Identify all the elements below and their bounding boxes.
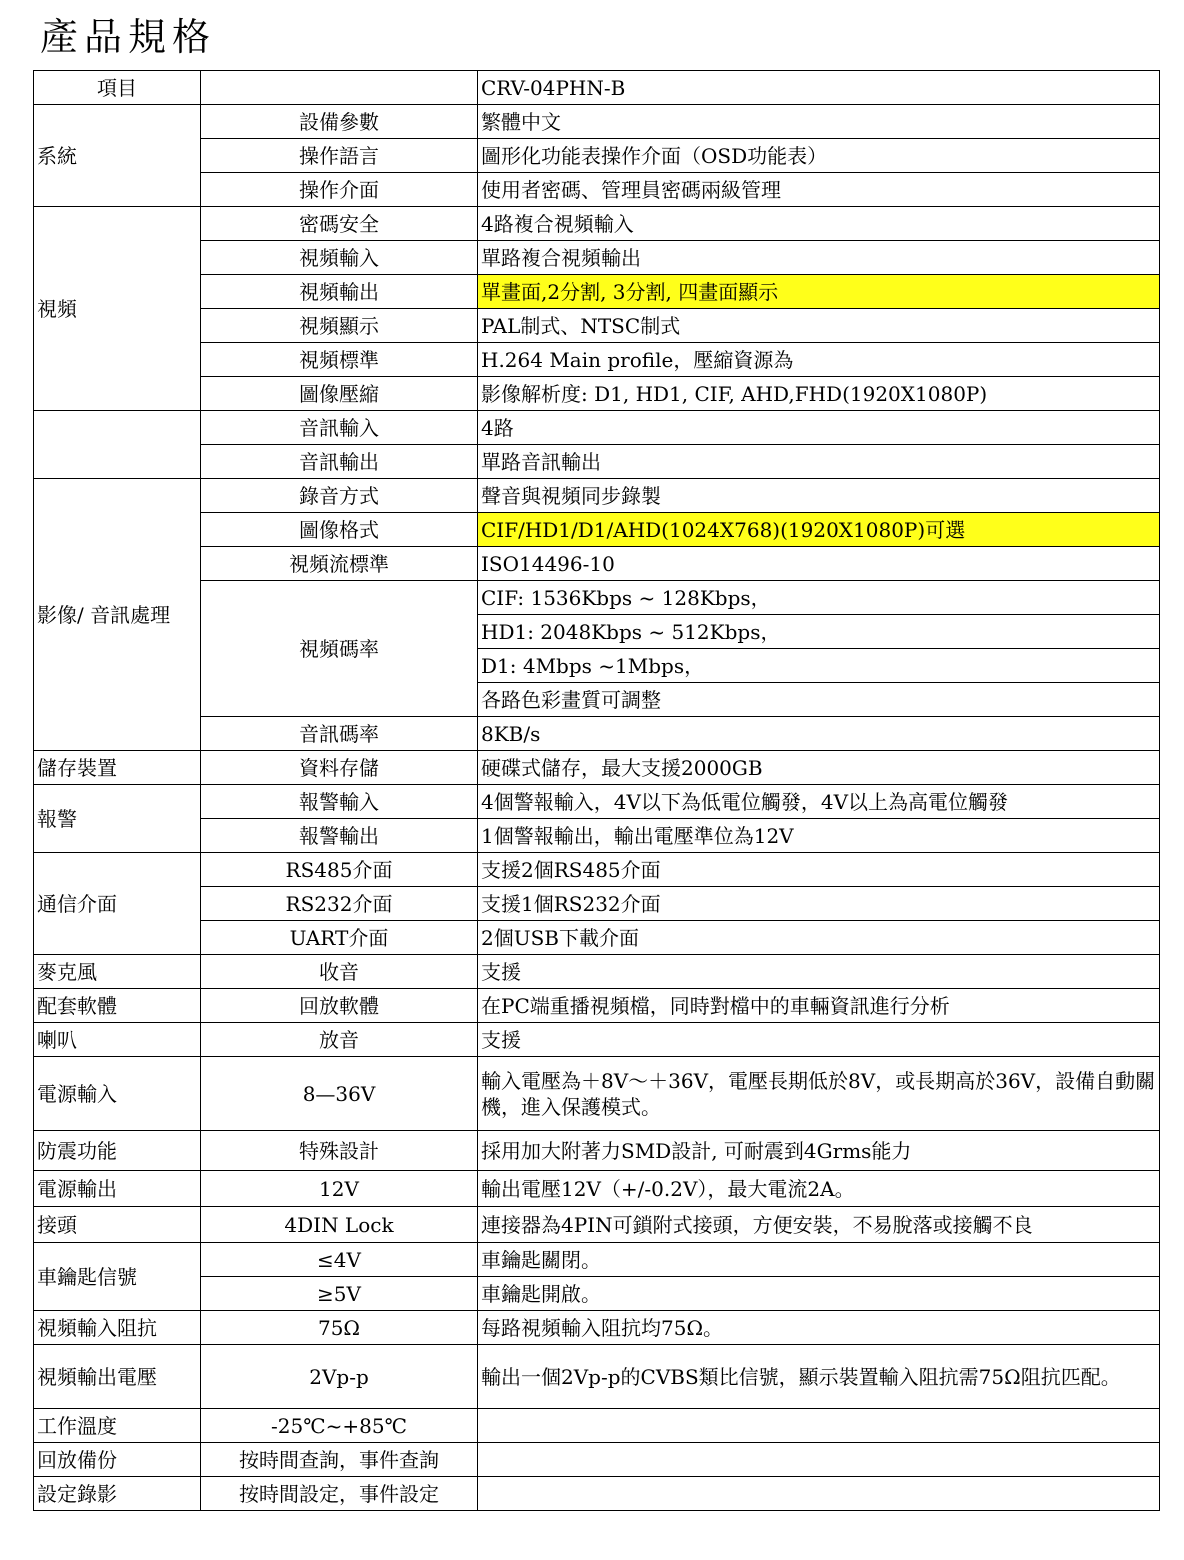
param-cell: 圖像壓縮	[201, 377, 478, 411]
category-cell: 報警	[34, 785, 201, 853]
value-cell: 在PC端重播視頻檔，同時對檔中的車輛資訊進行分析	[478, 989, 1160, 1023]
value-cell: 車鑰匙開啟。	[478, 1277, 1160, 1311]
table-row	[34, 819, 1160, 853]
value-cell: 輸入電壓為＋8V～＋36V，電壓長期低於8V，或長期高於36V，設備自動關機，進入保護模式。	[478, 1057, 1160, 1131]
value-cell	[478, 1409, 1160, 1443]
table-row	[34, 547, 1160, 581]
table-row	[34, 1057, 1160, 1131]
param-cell: 音訊輸出	[201, 445, 478, 479]
category-cell: 麥克風	[34, 955, 201, 989]
value-cell: 硬碟式儲存，最大支援2000GB	[478, 751, 1160, 785]
value-cell-highlighted: CIF/HD1/D1/AHD(1024X768)(1920X1080P)可選	[478, 513, 1160, 547]
value-cell-highlighted: 單畫面,2分割, 3分割, 四畫面顯示	[478, 275, 1160, 309]
param-cell: 按時間查詢，事件查詢	[201, 1443, 478, 1477]
table-row	[34, 1345, 1160, 1409]
value-cell: 車鑰匙關閉。	[478, 1243, 1160, 1277]
table-row	[34, 1023, 1160, 1057]
param-cell: 視頻輸入	[201, 241, 478, 275]
category-cell: 電源輸出	[34, 1171, 201, 1207]
value-cell: 4路	[478, 411, 1160, 445]
param-cell: 資料存儲	[201, 751, 478, 785]
header-item: 項目	[34, 71, 201, 105]
param-cell: 視頻顯示	[201, 309, 478, 343]
value-cell: 1個警報輸出，輸出電壓準位為12V	[478, 819, 1160, 853]
table-row	[34, 1409, 1160, 1443]
value-cell: 8KB/s	[478, 717, 1160, 751]
value-cell: 繁體中文	[478, 105, 1160, 139]
category-cell: 視頻輸入阻抗	[34, 1311, 201, 1345]
value-cell: 連接器為4PIN可鎖附式接頭，方便安裝，不易脫落或接觸不良	[478, 1207, 1160, 1243]
param-cell: RS485介面	[201, 853, 478, 887]
spec-table	[33, 70, 1160, 1511]
table-row	[34, 717, 1160, 751]
param-cell: 視頻標準	[201, 343, 478, 377]
param-cell: 2Vp-p	[201, 1345, 478, 1409]
value-cell: 單路音訊輸出	[478, 445, 1160, 479]
param-cell: 報警輸出	[201, 819, 478, 853]
category-cell: 喇叭	[34, 1023, 201, 1057]
table-row	[34, 173, 1160, 207]
category-cell: 車鑰匙信號	[34, 1243, 201, 1311]
value-cell: 輸出電壓12V（+/-0.2V），最大電流2A。	[478, 1171, 1160, 1207]
value-cell: HD1: 2048Kbps ~ 512Kbps，	[478, 615, 1160, 649]
header-model: CRV-04PHN-B	[478, 71, 1160, 105]
category-cell: 通信介面	[34, 853, 201, 955]
category-cell: 視頻輸出電壓	[34, 1345, 201, 1409]
category-cell: 系統	[34, 105, 201, 207]
category-cell: 接頭	[34, 1207, 201, 1243]
param-cell: 設備參數	[201, 105, 478, 139]
table-row	[34, 1311, 1160, 1345]
table-row	[34, 1131, 1160, 1171]
param-cell: 密碼安全	[201, 207, 478, 241]
param-cell: 4DIN Lock	[201, 1207, 478, 1243]
value-cell	[478, 1477, 1160, 1511]
value-cell: 2個USB下載介面	[478, 921, 1160, 955]
table-row	[34, 581, 1160, 615]
table-row	[34, 955, 1160, 989]
category-cell: 回放備份	[34, 1443, 201, 1477]
value-cell	[478, 1443, 1160, 1477]
category-cell: 儲存裝置	[34, 751, 201, 785]
value-cell: 採用加大附著力SMD設計, 可耐震到4Grms能力	[478, 1131, 1160, 1171]
value-cell: 支援	[478, 1023, 1160, 1057]
param-cell: RS232介面	[201, 887, 478, 921]
param-cell: 放音	[201, 1023, 478, 1057]
table-row	[34, 853, 1160, 887]
value-cell: 支援	[478, 955, 1160, 989]
value-cell: 影像解析度: D1, HD1, CIF, AHD,FHD(1920X1080P)	[478, 377, 1160, 411]
table-row	[34, 1477, 1160, 1511]
param-cell: 75Ω	[201, 1311, 478, 1345]
table-row	[34, 445, 1160, 479]
value-cell: CIF: 1536Kbps ~ 128Kbps，	[478, 581, 1160, 615]
value-cell: 聲音與視頻同步錄製	[478, 479, 1160, 513]
category-cell: 防震功能	[34, 1131, 201, 1171]
value-cell: 圖形化功能表操作介面（OSD功能表）	[478, 139, 1160, 173]
param-cell: 音訊碼率	[201, 717, 478, 751]
param-cell: 12V	[201, 1171, 478, 1207]
param-cell: ≤4V	[201, 1243, 478, 1277]
value-cell: H.264 Main profile，壓縮資源為	[478, 343, 1160, 377]
value-cell: 使用者密碼、管理員密碼兩級管理	[478, 173, 1160, 207]
param-cell: ≥5V	[201, 1277, 478, 1311]
table-row	[34, 513, 1160, 547]
value-cell: 支援1個RS232介面	[478, 887, 1160, 921]
table-row	[34, 751, 1160, 785]
category-cell: 影像/ 音訊處理	[34, 479, 201, 751]
param-cell: 特殊設計	[201, 1131, 478, 1171]
param-cell: 視頻輸出	[201, 275, 478, 309]
page-title: 產品規格	[40, 15, 217, 59]
table-row	[34, 1443, 1160, 1477]
param-cell: 報警輸入	[201, 785, 478, 819]
table-row	[34, 309, 1160, 343]
value-cell: 4個警報輸入，4V以下為低電位觸發，4V以上為高電位觸發	[478, 785, 1160, 819]
param-cell: 音訊輸入	[201, 411, 478, 445]
value-cell: 輸出一個2Vp-p的CVBS類比信號，顯示裝置輸入阻抗需75Ω阻抗匹配。	[478, 1345, 1160, 1409]
table-row	[34, 275, 1160, 309]
param-cell: 操作語言	[201, 139, 478, 173]
table-row	[34, 479, 1160, 513]
param-cell: 回放軟體	[201, 989, 478, 1023]
table-row	[34, 921, 1160, 955]
table-row	[34, 343, 1160, 377]
table-row	[34, 1243, 1160, 1277]
param-cell: 8—36V	[201, 1057, 478, 1131]
table-row	[34, 887, 1160, 921]
value-cell: 各路色彩畫質可調整	[478, 683, 1160, 717]
header-param	[201, 71, 478, 105]
param-cell: 收音	[201, 955, 478, 989]
table-row	[34, 377, 1160, 411]
table-row	[34, 1207, 1160, 1243]
table-row	[34, 1171, 1160, 1207]
category-cell: 配套軟體	[34, 989, 201, 1023]
table-row	[34, 411, 1160, 445]
table-row	[34, 207, 1160, 241]
value-cell: 4路複合視頻輸入	[478, 207, 1160, 241]
param-cell: UART介面	[201, 921, 478, 955]
table-row	[34, 139, 1160, 173]
category-cell: 視頻	[34, 207, 201, 411]
param-cell: 按時間設定，事件設定	[201, 1477, 478, 1511]
value-cell: 支援2個RS485介面	[478, 853, 1160, 887]
value-cell: 單路複合視頻輸出	[478, 241, 1160, 275]
table-header-row	[34, 71, 1160, 105]
table-row	[34, 1277, 1160, 1311]
table-row	[34, 105, 1160, 139]
param-cell: -25℃~+85℃	[201, 1409, 478, 1443]
category-cell: 工作溫度	[34, 1409, 201, 1443]
value-cell: PAL制式、NTSC制式	[478, 309, 1160, 343]
category-cell: 設定錄影	[34, 1477, 201, 1511]
param-cell: 視頻流標準	[201, 547, 478, 581]
category-cell: 電源輸入	[34, 1057, 201, 1131]
param-cell: 操作介面	[201, 173, 478, 207]
table-row	[34, 989, 1160, 1023]
value-cell: ISO14496-10	[478, 547, 1160, 581]
param-cell: 圖像格式	[201, 513, 478, 547]
table-row	[34, 785, 1160, 819]
value-cell: 每路視頻輸入阻抗均75Ω。	[478, 1311, 1160, 1345]
param-cell: 視頻碼率	[201, 581, 478, 717]
table-row	[34, 241, 1160, 275]
value-cell: D1: 4Mbps ~1Mbps，	[478, 649, 1160, 683]
category-cell	[34, 411, 201, 479]
param-cell: 錄音方式	[201, 479, 478, 513]
